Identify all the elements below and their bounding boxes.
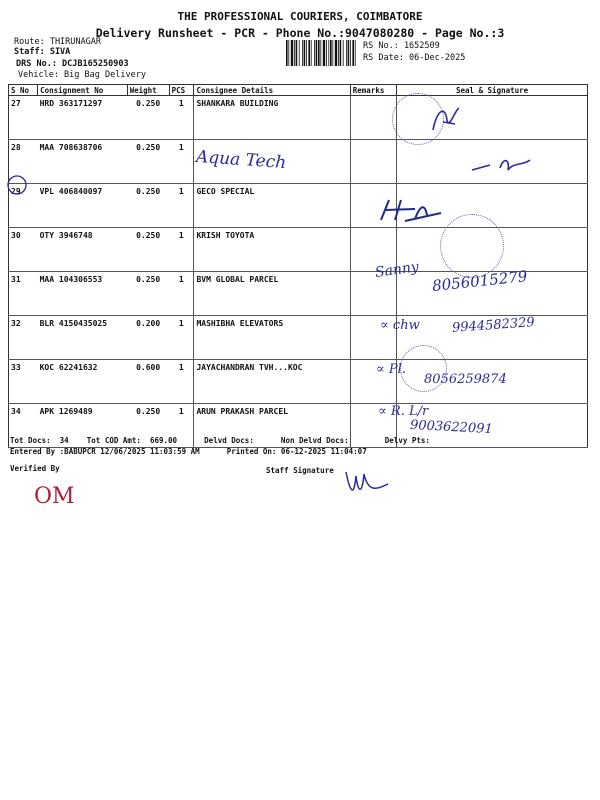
col-pcs: PCS [169, 85, 194, 96]
cell-pcs: 1 [169, 360, 194, 404]
rs-date-label: RS Date: 06-Dec-2025 [363, 53, 466, 63]
signature-mark [375, 195, 445, 225]
runsheet-table [8, 84, 588, 448]
handwritten-name: Sanny [374, 259, 420, 281]
handwritten-sign: ∝ chw [380, 318, 420, 333]
cell-pcs: 1 [169, 272, 194, 316]
verified-by-label: Verified By [10, 464, 60, 473]
cell-weight: 0.200 [127, 316, 169, 360]
handwritten-phone: 8056259874 [424, 372, 507, 387]
cell-sno: 31 [9, 272, 38, 316]
cell-weight: 0.600 [127, 360, 169, 404]
cell-sno: 30 [9, 228, 38, 272]
cell-consignee: BVM GLOBAL PARCEL [194, 272, 350, 316]
cell-consignee: GECO SPECIAL [194, 184, 350, 228]
col-remarks: Remarks [350, 85, 396, 96]
cell-sno: 29 [9, 184, 38, 228]
barcode [286, 40, 358, 66]
handwritten-phone: 9003622091 [409, 417, 494, 438]
cell-consignment: KOC 62241632 [38, 360, 127, 404]
col-weight: Weight [127, 85, 169, 96]
cell-consignee: MASHIBHA ELEVATORS [194, 316, 350, 360]
cell-weight: 0.250 [127, 140, 169, 184]
cell-sno: 32 [9, 316, 38, 360]
cell-sno: 28 [9, 140, 38, 184]
cell-pcs: 1 [169, 404, 194, 448]
cell-remarks [350, 96, 396, 140]
col-sno: S No [9, 85, 38, 96]
cell-consignee: KRISH TOYOTA [194, 228, 350, 272]
cell-weight: 0.250 [127, 228, 169, 272]
cell-pcs: 1 [169, 316, 194, 360]
table-header-row [9, 85, 588, 96]
cell-consignee: JAYACHANDRAN TVH...KOC [194, 360, 350, 404]
seal-stamp [440, 214, 504, 278]
col-signature: Seal & Signature [397, 85, 588, 96]
col-consignment: Consignment No [38, 85, 127, 96]
circle-mark [6, 174, 28, 196]
route-label: Route: THIRUNAGAR [14, 37, 101, 47]
cell-consignment: OTY 3946748 [38, 228, 127, 272]
handwritten-phone: 9944582329 [451, 315, 536, 336]
signature-mark [425, 100, 465, 140]
page-subtitle: Delivery Runsheet - PCR - Phone No.:9047080280 - Page No.:3 [95, 26, 505, 40]
handwritten-sign: ∝ R. L/r [378, 404, 429, 419]
col-consignee: Consignee Details [194, 85, 350, 96]
handwritten-sign: ∝ Pl. [376, 362, 406, 377]
cell-consignment: HRD 363171297 [38, 96, 127, 140]
handwritten-phone: 8056015279 [431, 267, 529, 295]
verified-signature: OM [34, 484, 75, 509]
cell-weight: 0.250 [127, 184, 169, 228]
rs-no-label: RS No.: 1652509 [363, 41, 440, 51]
handwritten-aquatech: Aqua Tech [195, 146, 287, 174]
cell-pcs: 1 [169, 228, 194, 272]
cell-pcs: 1 [169, 140, 194, 184]
footer-totals: Tot Docs: 34 Tot COD Amt: 669.00 Delvd Docs: Non Delvd Docs: Delvy Pts: [10, 436, 430, 445]
page-title: THE PROFESSIONAL COURIERS, COIMBATORE [177, 10, 423, 23]
cell-consignment: APK 1269489 [38, 404, 127, 448]
staff-label: Staff: SIVA [14, 47, 71, 57]
staff-signature-label: Staff Signature [266, 466, 334, 475]
cell-sno: 27 [9, 96, 38, 140]
cell-weight: 0.250 [127, 404, 169, 448]
cell-sno: 33 [9, 360, 38, 404]
cell-consignee: SHANKARA BUILDING [194, 96, 350, 140]
cell-remarks [350, 140, 396, 184]
cell-consignment: BLR 4150435025 [38, 316, 127, 360]
cell-weight: 0.250 [127, 96, 169, 140]
staff-signature-mark [342, 462, 392, 502]
cell-weight: 0.250 [127, 272, 169, 316]
vehicle-label: Vehicle: Big Bag Delivery [18, 70, 146, 80]
footer-entered: Entered By :BABUPCR 12/06/2025 11:03:59 AM Printed On: 06-12-2025 11:04:07 [10, 447, 367, 456]
cell-consignment: MAA 104306553 [38, 272, 127, 316]
cell-consignment: MAA 708638706 [38, 140, 127, 184]
cell-consignment: VPL 406840097 [38, 184, 127, 228]
cell-pcs: 1 [169, 96, 194, 140]
cell-pcs: 1 [169, 184, 194, 228]
signature-mark [470, 150, 550, 180]
table-row [9, 184, 588, 228]
cell-sno: 34 [9, 404, 38, 448]
cell-consignee: ARUN PRAKASH PARCEL [194, 404, 350, 448]
table-row [9, 96, 588, 140]
drs-label: DRS No.: DCJB165250903 [16, 59, 129, 69]
